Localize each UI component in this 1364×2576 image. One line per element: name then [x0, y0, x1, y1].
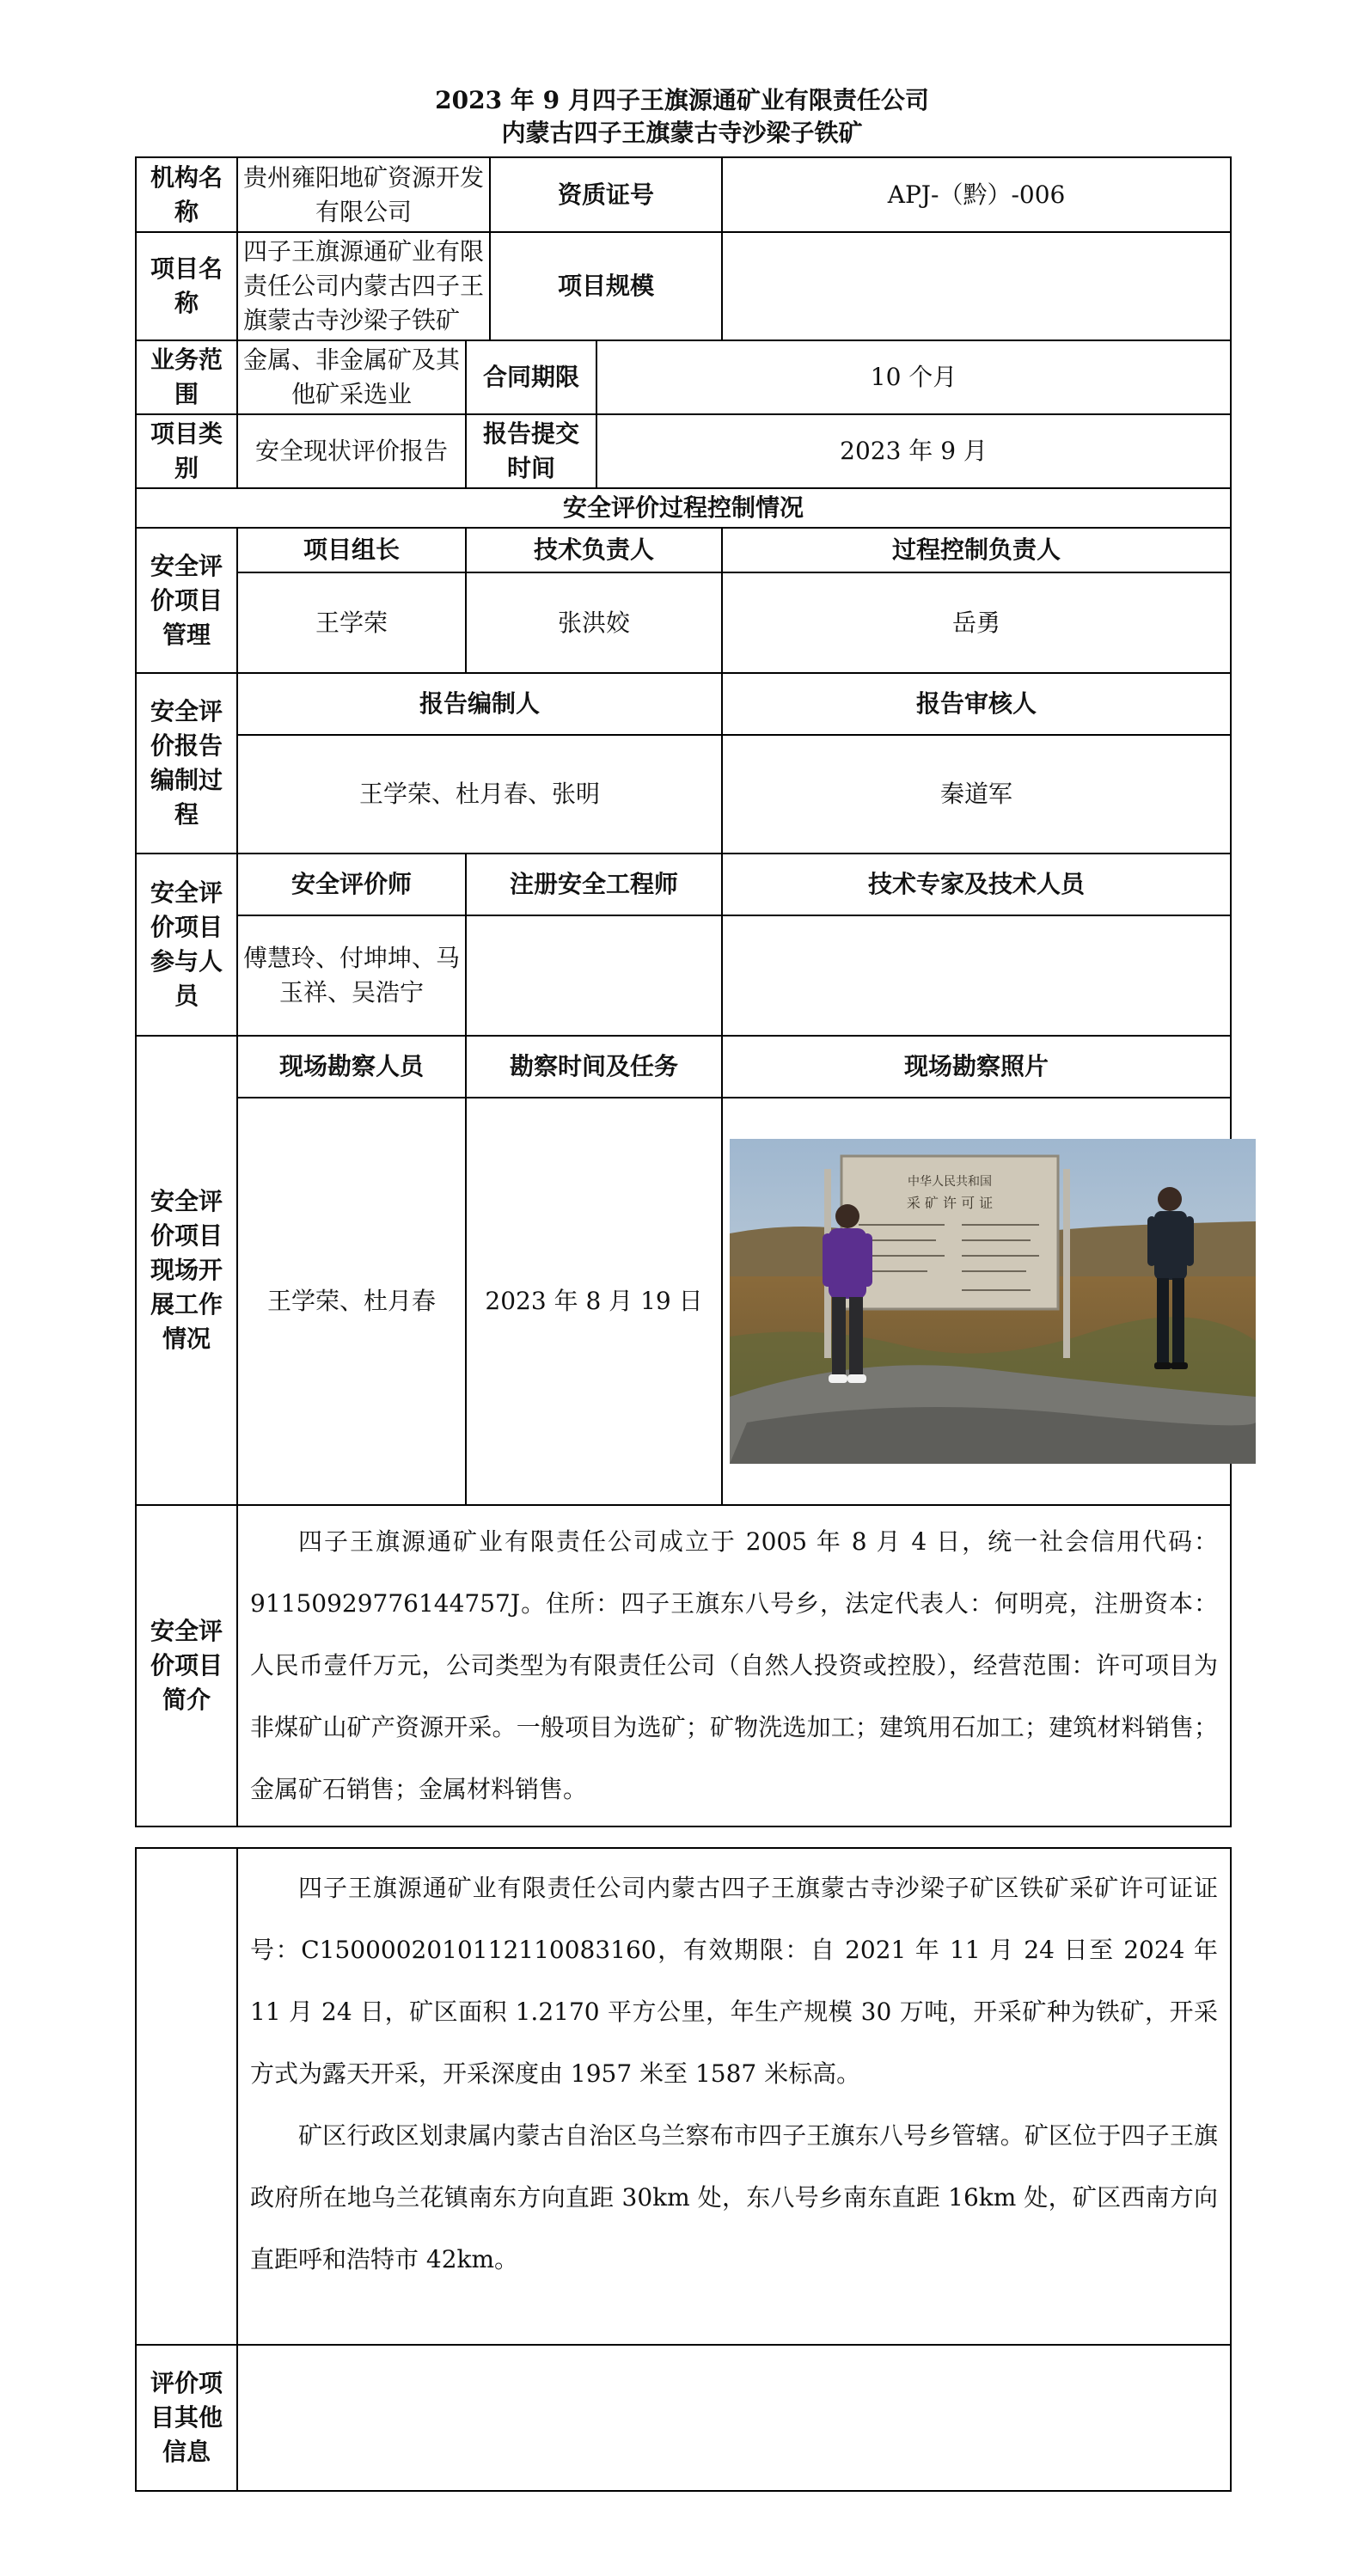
site-label: 安全评价项目现场开展工作情况	[136, 1036, 237, 1505]
sign-line2: 采 矿 许 可 证	[906, 1195, 994, 1211]
scale-label: 项目规模	[490, 232, 722, 340]
continuation-label-empty	[136, 1848, 237, 2345]
participants-value-engineer	[466, 915, 722, 1036]
submit-label: 报告提交时间	[466, 414, 596, 488]
participants-header-engineer: 注册安全工程师	[466, 854, 722, 915]
report-header-author: 报告编制人	[237, 673, 722, 735]
other-info-value	[237, 2345, 1231, 2491]
site-survey-photo	[730, 1139, 1256, 1464]
mgmt-value-tech: 张洪姣	[466, 572, 722, 673]
sign-line1: 中华人民共和国	[908, 1175, 993, 1189]
mgmt-header-leader: 项目组长	[237, 528, 466, 572]
site-header-photo: 现场勘察照片	[722, 1036, 1231, 1098]
scope-value: 金属、非金属矿及其他矿采选业	[237, 340, 466, 414]
mgmt-header-tech: 技术负责人	[466, 528, 722, 572]
report-value-author: 王学荣、杜月春、张明	[237, 735, 722, 854]
doc-title-line2: 内蒙古四子王旗蒙古寺沙梁子铁矿	[501, 119, 863, 147]
other-info-label: 评价项目其他信息	[136, 2345, 237, 2491]
continuation-para2: 矿区行政区划隶属内蒙古自治区乌兰察布市四子王旗东八号乡管辖。矿区位于四子王旗政府所在地乌兰花镇南东方向直距 30km 处，东八号乡南东直距 16km 处，矿区西南方向直距呼和浩特市 42km。	[250, 2121, 1218, 2273]
participants-header-evaluator: 安全评价师	[237, 854, 466, 915]
org-value: 贵州雍阳地矿资源开发有限公司	[237, 157, 490, 232]
participants-label: 安全评价项目参与人员	[136, 854, 237, 1036]
scale-value	[722, 232, 1231, 340]
scope-label: 业务范围	[136, 340, 237, 414]
intro-cell	[237, 1505, 1231, 1826]
mgmt-label: 安全评价项目管理	[136, 528, 237, 673]
site-header-staff: 现场勘察人员	[237, 1036, 466, 1098]
org-label: 机构名称	[136, 157, 237, 232]
main-table	[135, 156, 1232, 1827]
continuation-table	[135, 1847, 1232, 2492]
report-header-reviewer: 报告审核人	[722, 673, 1231, 735]
intro-text: 四子王旗源通矿业有限责任公司成立于 2005 年 8 月 4 日，统一社会信用代码：91150929776144757J。住所：四子王旗东八号乡，法定代表人：何明亮，注册资本：人民币壹仟万元，公司类型为有限责任公司（自然人投资或控股），经营范围：许可项目为非煤矿山矿产资源开采。一般项目为选矿；矿物洗选加工；建筑用石加工；建筑材料销售；金属矿石销售；金属材料销售。	[250, 1527, 1219, 1803]
contract-label: 合同期限	[466, 340, 596, 414]
mgmt-value-leader: 王学荣	[237, 572, 466, 673]
contract-value: 10 个月	[596, 340, 1231, 414]
type-value: 安全现状评价报告	[237, 414, 466, 488]
site-photo-cell	[722, 1098, 1231, 1505]
submit-value: 2023 年 9 月	[596, 414, 1231, 488]
site-value-staff: 王学荣、杜月春	[237, 1098, 466, 1505]
mgmt-value-process: 岳勇	[722, 572, 1231, 673]
participants-value-evaluator: 傅慧玲、付坤坤、马玉祥、吴浩宁	[237, 915, 466, 1036]
doc-title-line1: 2023 年 9 月四子王旗源通矿业有限责任公司	[435, 86, 929, 114]
section-title: 安全评价过程控制情况	[136, 488, 1231, 528]
project-name-value: 四子王旗源通矿业有限责任公司内蒙古四子王旗蒙古寺沙梁子铁矿	[237, 232, 490, 340]
continuation-para1: 四子王旗源通矿业有限责任公司内蒙古四子王旗蒙古寺沙梁子矿区铁矿采矿许可证证号：C1500002010112110083160，有效期限：自 2021 年 11 月 24 日至 2024 年 11 月 24 日，矿区面积 1.2170 平方公里，年生产规模 30 万吨，开采矿种为铁矿，开采方式为露天开采，开采深度由 1957 米至 1587 米标高。	[250, 1874, 1218, 2088]
site-value-time: 2023 年 8 月 19 日	[466, 1098, 722, 1505]
site-header-time: 勘察时间及任务	[466, 1036, 722, 1098]
mgmt-header-process: 过程控制负责人	[722, 528, 1231, 572]
participants-value-experts	[722, 915, 1231, 1036]
report-label: 安全评价报告编制过程	[136, 673, 237, 854]
continuation-cell	[237, 1848, 1231, 2345]
intro-label: 安全评价项目简介	[136, 1505, 237, 1826]
cert-value: APJ-（黔）-006	[722, 157, 1231, 232]
participants-header-experts: 技术专家及技术人员	[722, 854, 1231, 915]
cert-label: 资质证号	[490, 157, 722, 232]
type-label: 项目类别	[136, 414, 237, 488]
report-value-reviewer: 秦道军	[722, 735, 1231, 854]
project-name-label: 项目名称	[136, 232, 237, 340]
